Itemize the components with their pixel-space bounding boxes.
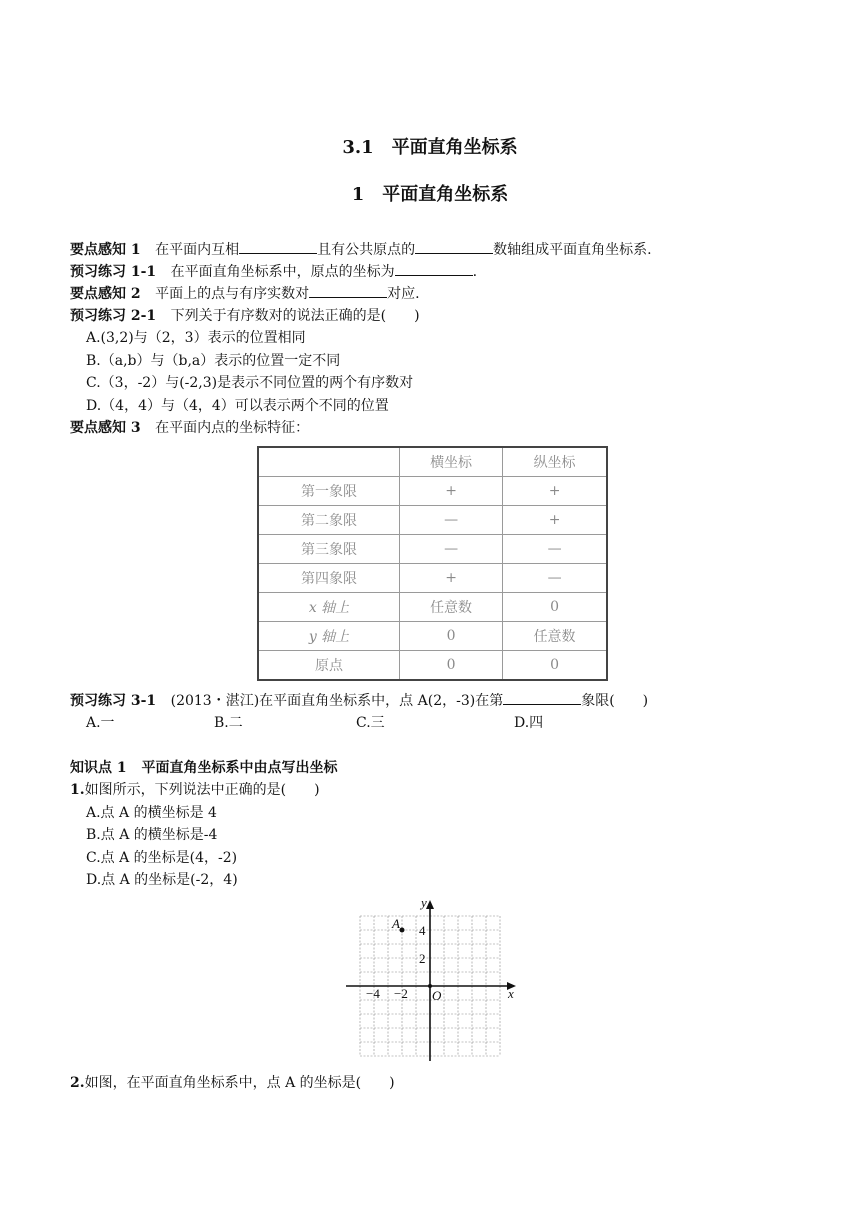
option-b: B.点 A 的横坐标是-4 — [86, 827, 218, 843]
quadrant-table — [257, 446, 608, 681]
table-row — [258, 651, 607, 681]
fill-blank — [239, 239, 317, 254]
table-cell: — — [400, 506, 503, 535]
option-c: C.（3，-2）与(-2,3)是表示不同位置的两个有序数对 — [86, 375, 414, 391]
practice-3-1 — [70, 690, 648, 711]
table-cell: 第三象限 — [258, 535, 400, 564]
fill-blank — [395, 261, 473, 276]
label: 预习练习 1-1 — [70, 264, 157, 280]
option-c: C.点 A 的坐标是(4，-2) — [86, 850, 238, 866]
table-row — [258, 535, 607, 564]
fill-blank — [415, 239, 493, 254]
table-cell: 任意数 — [400, 593, 503, 622]
table-cell: — — [503, 535, 607, 564]
text: 在平面直角坐标系中，原点的坐标为 — [170, 264, 395, 280]
label: 要点感知 2 — [70, 286, 141, 302]
option-a: A.点 A 的横坐标是 4 — [86, 805, 217, 821]
text: 在平面内点的坐标特征： — [155, 420, 310, 436]
lesson-title: 1 平面直角坐标系 — [351, 184, 509, 205]
question-1 — [70, 780, 320, 800]
question-number: 1. — [70, 782, 85, 798]
text: 下列关于有序数对的说法正确的是( ) — [170, 308, 420, 324]
origin-label: O — [432, 988, 442, 1003]
table-cell: + — [503, 477, 607, 506]
table-cell: 0 — [400, 651, 503, 681]
text: 如图，在平面直角坐标系中，点 A 的坐标是( ) — [84, 1075, 395, 1091]
key-point-2 — [70, 283, 420, 304]
table-cell: 第二象限 — [258, 506, 400, 535]
table-row — [258, 564, 607, 593]
table-cell: x 轴上 — [258, 593, 400, 622]
heading: 平面直角坐标系中由点写出坐标 — [141, 760, 338, 776]
y-axis-arrow — [426, 900, 434, 909]
option-d: D.四 — [514, 715, 544, 731]
table-cell: 第一象限 — [258, 477, 400, 506]
text: 且有公共原点的 — [317, 242, 416, 258]
text: 在平面内互相 — [155, 242, 240, 258]
text: 象限( ) — [581, 693, 649, 709]
question-2 — [70, 1073, 395, 1093]
text: . — [472, 264, 478, 280]
table-cell: + — [503, 506, 607, 535]
option-d: D.点 A 的坐标是(-2，4) — [86, 872, 238, 888]
section-title: 3.1 平面直角坐标系 — [342, 137, 518, 158]
table-cell: y 轴上 — [258, 622, 400, 651]
option-a: A.(3,2)与（2，3）表示的位置相同 — [86, 330, 306, 346]
label: 要点感知 3 — [70, 420, 141, 436]
coordinate-figure — [344, 896, 524, 1064]
point-a-label: A — [392, 916, 400, 931]
table-cell: 任意数 — [503, 622, 607, 651]
practice-1-1 — [70, 261, 477, 282]
table-cell: 0 — [503, 593, 607, 622]
table-row — [258, 622, 607, 651]
table-header: 横坐标 — [400, 447, 503, 477]
key-point-3 — [70, 418, 309, 438]
label: 预习练习 3-1 — [70, 693, 157, 709]
x-axis-label: x — [508, 986, 514, 1001]
text: 数轴组成平面直角坐标系. — [493, 242, 652, 258]
knowledge-point-1 — [70, 758, 338, 778]
option-d: D.（4，4）与（4，4）可以表示两个不同的位置 — [86, 398, 389, 414]
table-row — [258, 477, 607, 506]
table-cell: 第四象限 — [258, 564, 400, 593]
table-row — [258, 593, 607, 622]
table-cell: 0 — [400, 622, 503, 651]
table-header-row — [258, 447, 607, 477]
point-a — [400, 928, 405, 933]
option-b: B.二 — [214, 715, 243, 731]
option-c: C.三 — [356, 715, 385, 731]
fill-blank — [309, 283, 387, 298]
tick-x-neg2: −2 — [394, 986, 408, 1001]
question-number: 2. — [70, 1075, 85, 1091]
tick-x-neg4: −4 — [366, 986, 380, 1001]
table-cell: + — [400, 477, 503, 506]
table-cell: — — [400, 535, 503, 564]
tick-y-4: 4 — [419, 923, 426, 938]
table-cell: 原点 — [258, 651, 400, 681]
y-axis-label: y — [421, 896, 427, 910]
table-cell: 0 — [503, 651, 607, 681]
option-b: B.（a,b）与（b,a）表示的位置一定不同 — [86, 353, 341, 369]
label: 知识点 1 — [70, 760, 127, 776]
table-row — [258, 506, 607, 535]
text: 平面上的点与有序实数对 — [155, 286, 310, 302]
text: (2013・湛江)在平面直角坐标系中，点 A(2，-3)在第 — [170, 693, 504, 709]
label: 预习练习 2-1 — [70, 308, 157, 324]
fill-blank — [503, 690, 581, 705]
table-header — [258, 447, 400, 477]
key-point-1 — [70, 239, 652, 260]
table-cell: — — [503, 564, 607, 593]
table-header: 纵坐标 — [503, 447, 607, 477]
practice-2-1 — [70, 306, 420, 326]
text: 对应. — [387, 286, 420, 302]
table-cell: + — [400, 564, 503, 593]
option-a: A.一 — [86, 715, 115, 731]
tick-y-2: 2 — [419, 951, 426, 966]
label: 要点感知 1 — [70, 242, 141, 258]
text: 如图所示，下列说法中正确的是( ) — [84, 782, 320, 798]
